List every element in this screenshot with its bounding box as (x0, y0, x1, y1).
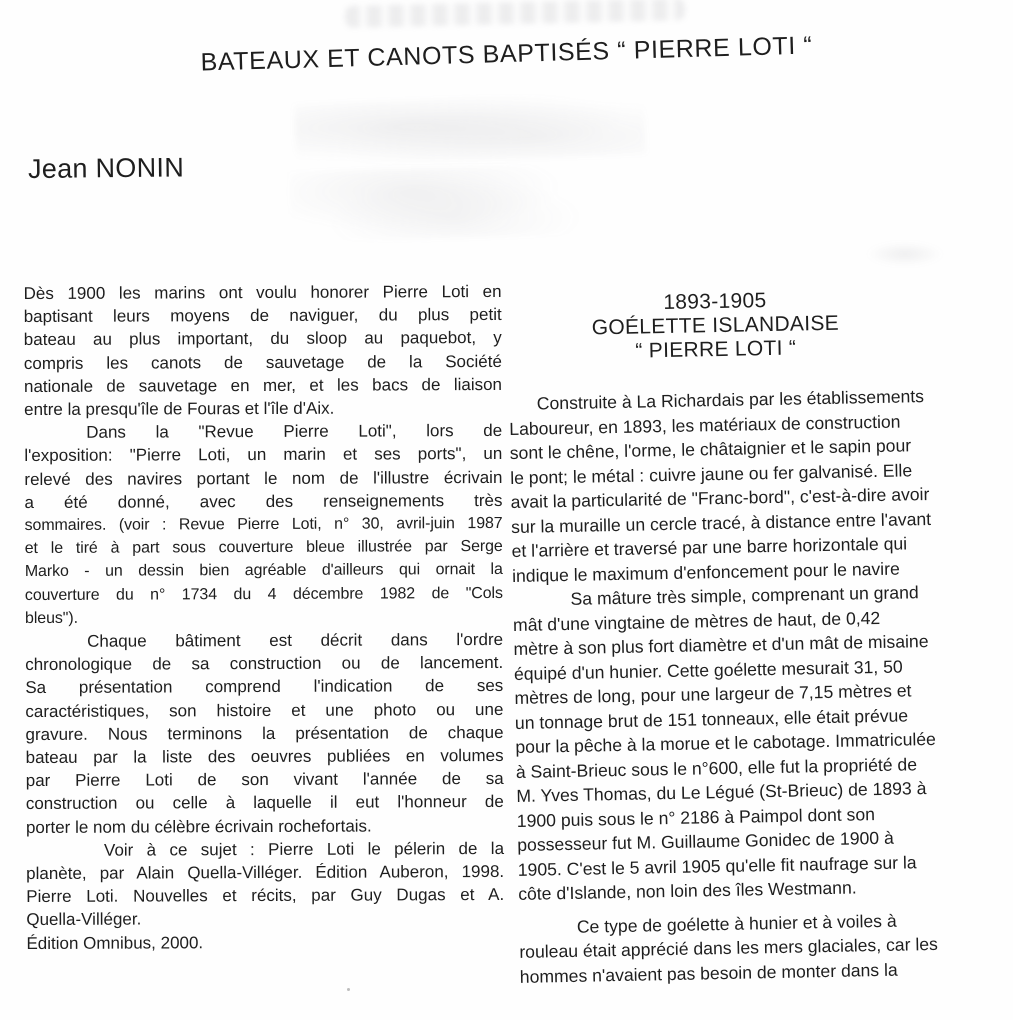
section-heading (507, 286, 924, 366)
paragraph-construction (509, 383, 975, 588)
text-line: bateau au plus important, du sloop au paquebot, y (23, 328, 502, 350)
text-line: nationale de sauvetage en mer, et les bacs de liaison (23, 374, 503, 396)
text-line: avait la particularité de "Franc-bord", c'est-à-dire avoir (510, 483, 930, 513)
paragraph-references (26, 837, 505, 955)
bleed-through-smudge (289, 164, 591, 242)
bleed-through-smudge (294, 92, 646, 166)
text-line: possesseur fut M. Guillaume Gonidec de 1900 à (517, 827, 894, 855)
text-line: compris les canots de sauvetage de la Société (23, 351, 502, 373)
paragraph-mature (512, 579, 980, 906)
text-line: M. Yves Thomas, du Le Légué (St-Brieuc) de 1893 à (516, 778, 927, 806)
text-line: mât d'une vingtaine de mètres de haut, de 0,42 (512, 607, 881, 635)
text-line: rouleau était apprécié dans les mers glaciales, car les (519, 933, 939, 962)
author-name: Jean NONIN (27, 152, 185, 184)
text-line: sommaires. (voir : Revue Pierre Loti, n° 30, avril-juin 1987 (24, 514, 503, 535)
text-line: entre la presqu'île de Fouras et l'île d'Aix. (24, 398, 335, 420)
text-line: gravure. Nous terminons la présentation de chaque (25, 722, 504, 744)
text-line: caractéristiques, son histoire et une photo ou une (25, 699, 504, 721)
heading-boat-type: GOÉLETTE ISLANDAISE (591, 311, 840, 340)
bleed-through-smudge (866, 242, 944, 266)
text-line: pour la pêche à la morue et le cabotage. Immatriculée (515, 728, 937, 757)
right-column (507, 285, 982, 989)
text-line: chronologique de sa construction ou de lancement. (25, 653, 504, 675)
text-line: et l'arrière et traversé par une barre horizontale qui (511, 533, 908, 561)
text-line: sur la muraille un cercle tracé, à distance entre l'avant (510, 508, 932, 537)
text-line: Ce type de goélette à hunier et à voiles à (576, 910, 897, 937)
text-line: planète, par Alain Quella-Villéger. Édition Auberon, 1998. (26, 862, 505, 884)
text-line: côte d'Islande, non loin des îles Westmann. (518, 877, 857, 904)
text-line: bleus"). (24, 609, 78, 627)
text-line: Marko - un dessin bien agréable d'ailleurs qui ornait la (24, 561, 503, 581)
text-line: mètre à son plus fort diamètre et d'un mât de misaine (513, 631, 929, 659)
paragraph-revue (24, 419, 503, 630)
text-line: 1900 puis sous le n° 2186 à Paimpol dont son (516, 803, 876, 831)
text-line: le pont; le métal : cuivre jaune ou fer galvanisé. Elle (510, 459, 913, 488)
heading-years: 1893-1905 (663, 289, 767, 315)
page-title: BATEAUX ET CANOTS BAPTISÉS “ PIERRE LOTI “ (200, 31, 813, 77)
heading-boat-name: “ PIERRE LOTI “ (635, 336, 797, 363)
text-line: un tonnage brut de 151 tonneaux, elle était prévue (514, 704, 909, 733)
text-line: Voir à ce sujet : Pierre Loti le pélerin de la (103, 838, 505, 860)
text-line: relevé des navires portant le nom de l'illustre écrivain (24, 467, 503, 489)
text-line: à Saint-Brieuc sous le n°600, elle fut la propriété de (515, 753, 918, 782)
text-line: indique le maximum d'enfoncement pour le navire (511, 558, 900, 586)
text-line: Dès 1900 les marins ont voulu honorer Pierre Loti en (23, 281, 502, 304)
text-line: hommes n'avaient pas besoin de monter dans la (519, 959, 898, 987)
text-line: Quella-Villéger. (26, 910, 142, 930)
text-line: l'exposition: "Pierre Loti, un marin et ses ports", un (24, 444, 503, 466)
text-line: équipé d'un hunier. Cette goélette mesurait 31, 50 (513, 656, 903, 684)
text-line: couverture du n° 1734 du 4 décembre 1982 de "Cols (24, 584, 503, 604)
paragraph-intro (24, 280, 503, 421)
text-line: porter le nom du célèbre écrivain rochefortais. (25, 816, 372, 837)
text-line: Dans la "Revue Pierre Loti", lors de (86, 421, 503, 442)
paragraph-type-goelette (519, 907, 982, 989)
text-line: mètres de long, pour une largeur de 7,15 mètres et (514, 680, 912, 708)
text-line: Sa mâture très simple, comprenant un grand (570, 582, 919, 609)
text-line: et le tiré à part sous couverture bleue illustrée par Serge (24, 538, 503, 558)
text-line: par Pierre Loti de son vivant l'année de sa (25, 769, 504, 791)
text-line: Laboureur, en 1893, les matériaux de construction (509, 411, 901, 439)
text-line: a été donné, avec des renseignements très (24, 490, 503, 512)
scan-speck (347, 988, 350, 991)
text-line: sont le chêne, l'orme, le châtaignier et le sapin pour (509, 435, 912, 464)
text-line: Édition Omnibus, 2000. (26, 932, 204, 953)
text-line: bateau par la liste des oeuvres publiées en volumes (25, 746, 504, 768)
text-line: Sa présentation comprend l'indication de ses (25, 676, 504, 698)
bleed-through-smudge (345, 0, 685, 28)
text-line: 1905. C'est le 5 avril 1905 qu'elle fit naufrage sur la (517, 851, 917, 880)
left-column (24, 280, 505, 955)
text-line: Chaque bâtiment est décrit dans l'ordre (87, 630, 504, 651)
text-line: Pierre Loti. Nouvelles et récits, par Guy Dugas et A. (26, 885, 505, 907)
text-line: baptisant leurs moyens de naviguer, du plus petit (23, 305, 502, 327)
text-line: construction ou celle à laquelle il eut l'honneur de (25, 792, 504, 814)
text-line: Construite à La Richardais par les établissements (536, 386, 925, 414)
paragraph-presentation (25, 628, 504, 839)
